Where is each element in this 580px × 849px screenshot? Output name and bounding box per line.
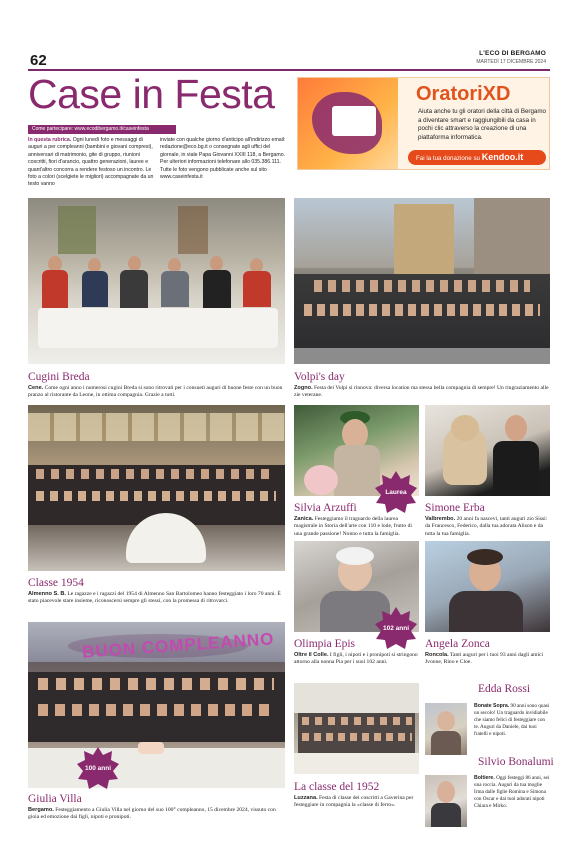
body-silvio: Oggi festeggi 86 anni, sei una roccia. Auguri da tua moglie Irma dalle figlie Romina e Simona con Oscar e dai tuoi adorati nipoti Chiara e Mirko.	[474, 775, 550, 809]
photo-edda-rossi	[425, 703, 467, 755]
hair	[467, 549, 503, 565]
faces	[36, 469, 276, 479]
place-volpi: Zogno.	[294, 385, 313, 391]
text-olimpia-epis	[294, 652, 420, 667]
page-number: 62	[30, 52, 47, 69]
photo-giulia-villa	[28, 622, 285, 788]
title-olimpia-epis: Olimpia Epis	[294, 638, 356, 650]
ad-cta: Fai la tua donazione su	[416, 155, 480, 162]
wall-painting	[58, 206, 96, 254]
ad-screen-image	[332, 106, 376, 136]
birthday-balloon-banner: BUON COMPLEANNO	[81, 629, 275, 662]
place-simone: Valbrembo.	[425, 516, 456, 522]
faces	[314, 280, 530, 292]
100-anni-badge-label: 100 anni	[84, 764, 111, 772]
text-volpis-day	[294, 385, 550, 400]
person	[128, 256, 141, 271]
body-giulia: Festeggiamento a Giulia Villa nel giorno del suo 100° compleanno, 15 dicembre 2024, vissuto con gioia ed emozione dai figli, nipoti e pronipoti.	[28, 807, 276, 821]
person-body	[431, 731, 461, 755]
text-giulia-villa	[28, 807, 286, 822]
text-silvio-bonalumi	[474, 775, 550, 810]
faces	[38, 704, 274, 716]
ad-donation-bar[interactable]	[408, 150, 546, 165]
intro-text-col1	[28, 137, 156, 189]
body-silvia: Festeggiamo il traguardo della laurea magistrale in Storia dell'arte con 110 e lode, frutto di una grande passione! Nonno e tutta la famiglia.	[294, 516, 412, 537]
wall	[294, 683, 419, 713]
photo-volpis-day	[294, 198, 550, 364]
body-simone: 20 anni fa nascevi, tanti auguri zio Sissi: da Francesco, Federico, dalla tua adorata Alison e da tutta la tua famiglia.	[425, 516, 548, 537]
body-cugini: Come ogni anno i numerosi cugini Breda si sono ritrovati per i consueti auguri di buone feste con un buon pranzo al ristorante da Leone, in ottima compagnia. Grazie a tutti.	[28, 385, 283, 399]
faces	[304, 304, 540, 316]
table	[294, 753, 419, 774]
place-classe-1952: Luzzana.	[294, 795, 318, 801]
photo-classe-1954	[28, 405, 285, 571]
photo-cugini-breda	[28, 198, 285, 364]
ad-illustration	[298, 78, 398, 170]
title-volpis-day: Volpi's day	[294, 371, 345, 383]
person-body	[449, 591, 523, 632]
issue-date: MARTEDÌ 17 DICEMBRE 2024	[476, 59, 546, 65]
text-simone-erba	[425, 516, 550, 538]
arched-windows	[28, 413, 285, 441]
text-edda-rossi	[474, 703, 550, 738]
text-cugini-breda	[28, 385, 286, 400]
text-silvia-arzuffi	[294, 516, 420, 538]
intro-lead: In questa rubrica.	[28, 137, 72, 143]
photo-angela-zonca	[425, 541, 550, 632]
intro-body-1: Ogni lunedì foto e messaggi di auguri a per compleanni (bambini e giovani compresi), anniversari di matrimonio, gite di gruppo, riunioni coscritti, fiori d'arancio, quattro generazioni, lauree e quant'altro concorra a rendere festoso un incontro. Le foto a colori (scelgiete le migliori) accompagnate da un testo vanno	[28, 137, 154, 188]
ad-text: Aiuta anche tu gli oratori della città di Bergamo a diventare smart e raggiungibili da casa in pochi clic attraverso la creazione di una piattaforma informatica.	[418, 108, 546, 141]
section-title: Case in Festa	[28, 71, 275, 117]
title-classe-1952: La classe del 1952	[294, 781, 380, 793]
body-edda: 90 anni sono quasi un secolo! Un traguardo invidiabile che siamo felici di festeggiare con te. Auguri da Daniele, dai tuoi fratelli e nipoti.	[474, 703, 550, 737]
faces	[302, 717, 412, 725]
building	[474, 198, 550, 278]
place-angela: Roncola.	[425, 652, 449, 658]
person-body	[431, 803, 461, 827]
place-cugini: Cene.	[28, 385, 44, 391]
wall-painting	[178, 206, 208, 254]
person-body	[243, 271, 271, 307]
table	[38, 308, 278, 348]
text-classe-1954	[28, 591, 286, 606]
photo-simone-erba	[425, 405, 550, 496]
person-body	[82, 271, 108, 307]
person-body	[42, 270, 68, 308]
newspaper-brand: L'ECO DI BERGAMO	[479, 50, 546, 57]
place-giulia: Bergamo.	[28, 807, 54, 813]
person	[437, 711, 455, 731]
faces	[302, 733, 412, 741]
person	[505, 415, 527, 441]
ad-cta-brand: Kendoo.it	[481, 152, 524, 162]
title-classe-1954: Classe 1954	[28, 577, 84, 589]
title-silvia-arzuffi: Silvia Arzuffi	[294, 502, 357, 514]
title-giulia-villa: Giulia Villa	[28, 793, 82, 805]
person-body	[203, 270, 231, 308]
photo-silvio-bonalumi	[425, 775, 467, 827]
place-silvia: Zanica.	[294, 516, 314, 522]
place-olimpia: Oltre il Colle.	[294, 652, 329, 658]
body-volpi: Festa dei Volpi si rinnova: diversa location ma stessa bella compagnia di sempre! Un ringraziamento alle zie veterane.	[294, 385, 549, 399]
building	[394, 204, 454, 274]
teddy-head	[451, 415, 479, 441]
photo-classe-1952	[294, 683, 419, 774]
place-silvio: Boltiere.	[474, 775, 495, 781]
ground	[294, 348, 550, 364]
body-classe-1954: Le ragazze e i ragazzi del 1954 di Almenno San Bartolomeo hanno festeggiato i loro 70 anni. È stato piacevole stare insieme, riconoscersi sempre gli stessi, con la promessa di ritrovarci.	[28, 591, 281, 605]
title-simone-erba: Simone Erba	[425, 502, 485, 514]
person	[437, 781, 455, 803]
body-angela: Tanti auguri per i tuoi 93 anni dagli amici Jvonne, Rino e Cloe.	[425, 652, 544, 666]
text-angela-zonca	[425, 652, 550, 667]
title-angela-zonca: Angela Zonca	[425, 638, 490, 650]
white-hair	[336, 547, 374, 565]
title-edda-rossi: Edda Rossi	[478, 683, 531, 695]
person	[210, 256, 223, 271]
faces	[38, 678, 274, 690]
laurea-badge-label: Laurea	[385, 488, 407, 496]
flower-bouquet	[304, 465, 338, 495]
cake	[138, 742, 164, 754]
title-silvio-bonalumi: Silvio Bonalumi	[478, 756, 554, 768]
place-edda: Bonate Sopra.	[474, 703, 510, 709]
title-cugini-breda: Cugini Breda	[28, 371, 90, 383]
faces	[36, 491, 276, 501]
body-classe-1952: Festa di classe dei coscritti a Gaverina per festeggiare in compagnia la «classe di ferro».	[294, 795, 414, 809]
text-classe-1952	[294, 795, 420, 810]
102-anni-badge-label: 102 anni	[382, 624, 409, 632]
person-body	[161, 271, 189, 307]
person-body	[120, 270, 148, 308]
table	[28, 748, 285, 788]
intro-text-col2: inviate con qualche giorno d'anticipo all'indirizzo email: redazione@eco.bg.it o consegnate agli uffici del giornale, in viale Papa Giovanni XXIII 118, a Bergamo. Per ulteriori informazioni telefonare allo 035.386.111. Tutte le foto vengono pubblicate anche sul sito www.caseinfesta.it	[160, 137, 286, 181]
ad-title: OratoriXD	[416, 83, 511, 105]
person-body	[493, 441, 539, 496]
body-olimpia: I figli, i nipoti e i pronipoti si stringono attorno alla nonna Pia per i suoi 102 anni.	[294, 652, 418, 666]
place-classe-1954: Almenno S. B.	[28, 591, 66, 597]
oratorixd-advertisement[interactable]	[297, 77, 550, 170]
participation-link[interactable]: Come partecipare: www.ecodibergamo.it/caseinfesta	[28, 125, 176, 134]
